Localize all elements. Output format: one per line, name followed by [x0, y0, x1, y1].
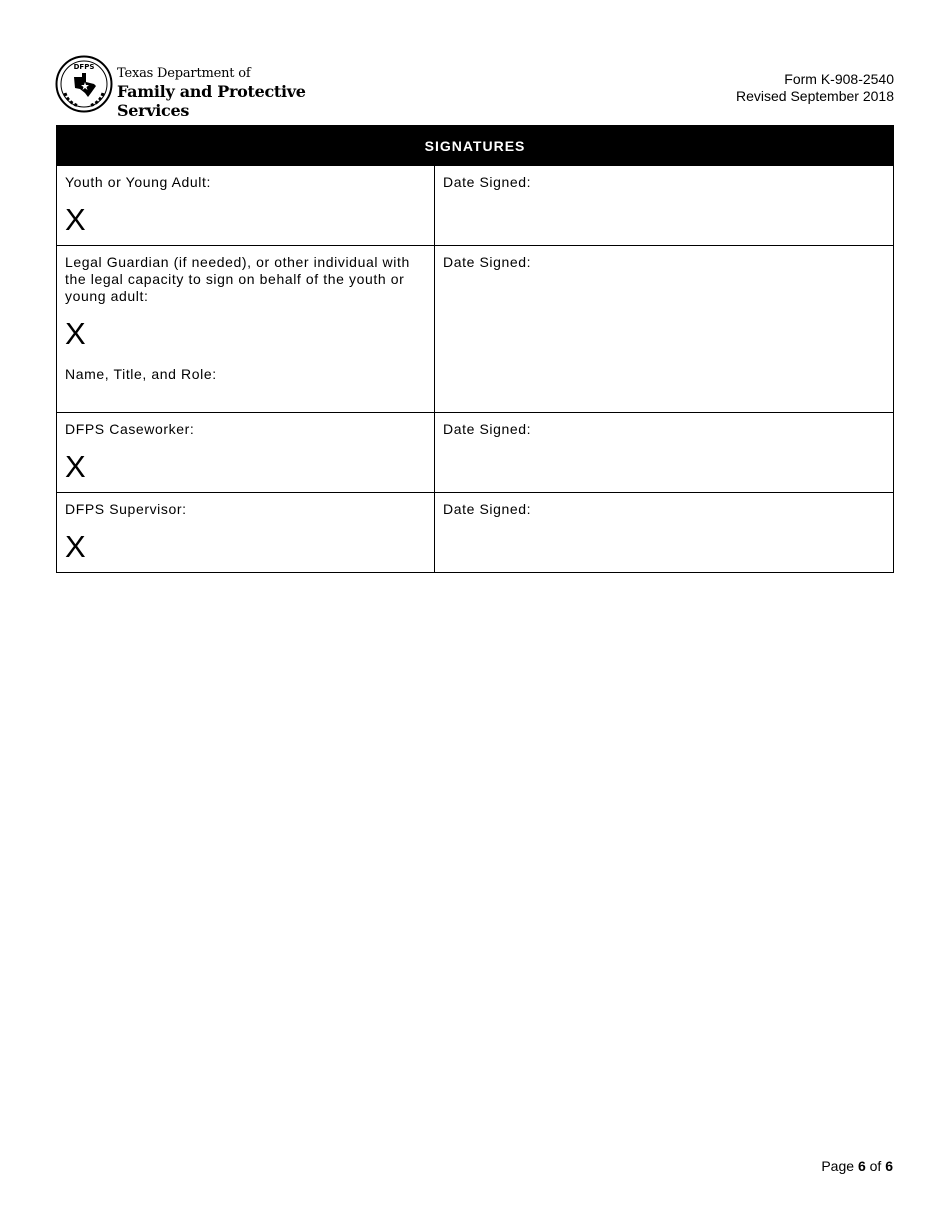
- table-row: [57, 246, 894, 413]
- form-number: Form K-908-2540: [784, 71, 894, 87]
- caseworker-signature-field[interactable]: [57, 413, 435, 493]
- supervisor-signature-field[interactable]: [57, 493, 435, 573]
- page-word: Page: [821, 1158, 855, 1174]
- signature-mark: X: [65, 202, 86, 237]
- date-signed-label: Date Signed:: [443, 501, 532, 517]
- agency-name: [117, 66, 355, 120]
- current-page: 6: [857, 1158, 866, 1174]
- date-signed-label: Date Signed:: [443, 254, 532, 270]
- agency-logo: [55, 55, 355, 120]
- seal-text: DFPS: [73, 63, 95, 71]
- total-pages: 6: [885, 1158, 893, 1174]
- agency-line-1: Texas Department of: [117, 66, 251, 81]
- page-number: [821, 1158, 893, 1174]
- caseworker-date-field[interactable]: [435, 413, 894, 493]
- supervisor-date-field[interactable]: [435, 493, 894, 573]
- supervisor-label: DFPS Supervisor:: [65, 501, 187, 517]
- form-info: [736, 71, 894, 105]
- signature-mark: X: [65, 529, 86, 564]
- table-row: [57, 493, 894, 573]
- caseworker-label: DFPS Caseworker:: [65, 421, 195, 437]
- signature-mark: X: [65, 316, 86, 351]
- revised-date: Revised September 2018: [736, 88, 894, 104]
- table-row: [57, 413, 894, 493]
- guardian-signature-field[interactable]: [57, 246, 435, 413]
- name-title-role-label: Name, Title, and Role:: [65, 366, 217, 382]
- youth-signature-field[interactable]: [57, 166, 435, 246]
- table-row: [57, 166, 894, 246]
- date-signed-label: Date Signed:: [443, 421, 532, 437]
- date-signed-label: Date Signed:: [443, 174, 532, 190]
- youth-date-field[interactable]: [435, 166, 894, 246]
- dfps-seal-icon: [55, 55, 113, 113]
- of-word: of: [869, 1158, 882, 1174]
- youth-label: Youth or Young Adult:: [65, 174, 211, 190]
- signatures-title: SIGNATURES: [57, 126, 894, 166]
- guardian-date-field[interactable]: [435, 246, 894, 413]
- signatures-table: [56, 125, 894, 573]
- guardian-label: Legal Guardian (if needed), or other individual with the legal capacity to sign on behalf of the youth or young adult:: [65, 254, 410, 304]
- agency-line-2: Family and Protective Services: [117, 82, 306, 120]
- signature-mark: X: [65, 449, 86, 484]
